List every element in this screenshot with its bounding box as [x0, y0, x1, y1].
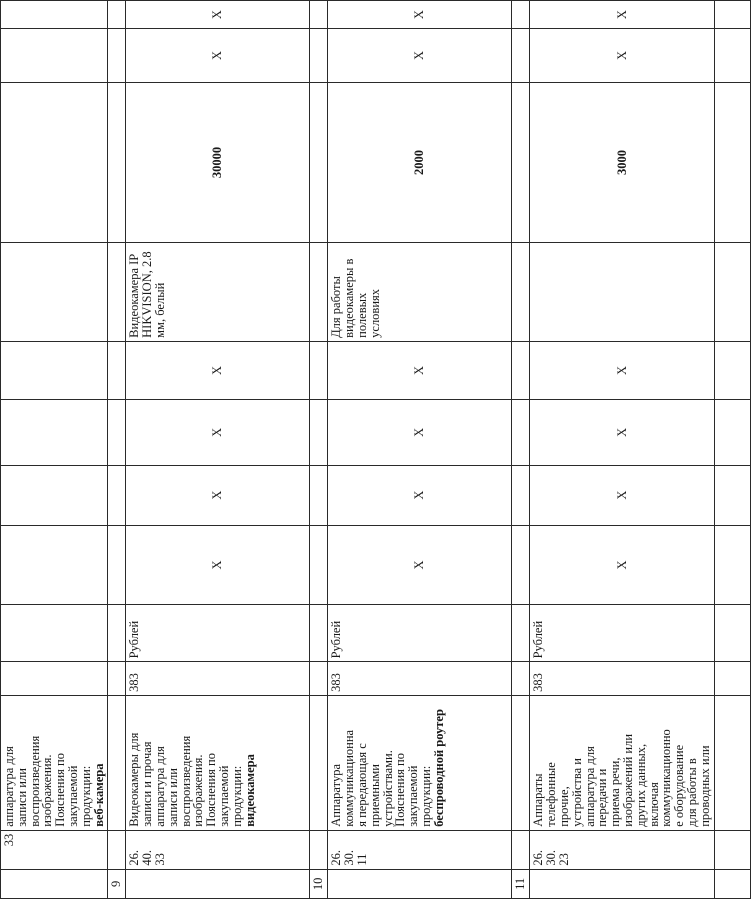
table-row-number — [512, 1, 530, 899]
product-name: Аппараты телефонные прочие, устройства и аппаратура для передачи и приема речи, изображений или других данных, включая коммуникационно е оборудование для работы в проводных или — [530, 695, 714, 830]
unit-name: Рублей — [530, 605, 714, 662]
product-description: Для работы видеокамеры в полевых условиях — [328, 243, 512, 342]
x-mark: X — [530, 29, 714, 82]
x-mark: X — [530, 1, 714, 29]
x-mark: X — [126, 525, 310, 605]
continuation-name: аппаратура для записи или воспроизведения изображения. Пояснения по закупаемой продукции: веб-камера — [1, 695, 108, 830]
table-row — [126, 1, 310, 899]
row-number: 9 — [108, 869, 126, 898]
product-description — [530, 243, 714, 342]
x-mark: X — [126, 399, 310, 465]
x-mark: X — [530, 525, 714, 605]
unit-name: Рублей — [126, 605, 310, 662]
okpd2-code: 26. 30. 23 — [530, 830, 714, 869]
x-mark: X — [328, 341, 512, 399]
price-value: 3000 — [530, 82, 714, 243]
okei-code: 383 — [530, 662, 714, 695]
continuation-row — [1, 1, 108, 899]
okei-code: 383 — [328, 662, 512, 695]
product-name: Видеокамеры для записи и прочая аппаратура для записи или воспроизведения изображения. Пояснения по закупаемой продукции: видеокамера — [126, 695, 310, 830]
x-mark: X — [126, 1, 310, 29]
unit-name: Рублей — [328, 605, 512, 662]
price-value: 2000 — [328, 82, 512, 243]
product-description: Видеокамера IP HIKVISION, 2.8 мм, белый — [126, 243, 310, 342]
okpd2-code: 26. 30. 11 — [328, 830, 512, 869]
price-value: 30000 — [126, 82, 310, 243]
row-number: 10 — [310, 869, 328, 898]
x-mark: X — [328, 29, 512, 82]
x-mark: X — [328, 465, 512, 525]
table-row — [530, 1, 714, 899]
table-row — [328, 1, 512, 899]
x-mark: X — [126, 341, 310, 399]
okei-code: 383 — [126, 662, 310, 695]
x-mark: X — [328, 1, 512, 29]
x-mark: X — [530, 399, 714, 465]
table-row-number — [310, 1, 328, 899]
continuation-code: 33 — [1, 830, 108, 869]
x-mark: X — [530, 341, 714, 399]
x-mark: X — [126, 29, 310, 82]
x-mark: X — [530, 465, 714, 525]
table-row-number — [108, 1, 126, 899]
x-mark: X — [126, 465, 310, 525]
cutoff-row — [714, 1, 750, 899]
okpd2-code: 26. 40. 33 — [126, 830, 310, 869]
x-mark: X — [328, 399, 512, 465]
x-mark: X — [328, 525, 512, 605]
product-name: Аппаратура коммуникационна я передающая с приемными устройствами. Пояснения по закупаемой продукции: беспроводной роутер — [328, 695, 512, 830]
row-number: 11 — [512, 869, 530, 898]
